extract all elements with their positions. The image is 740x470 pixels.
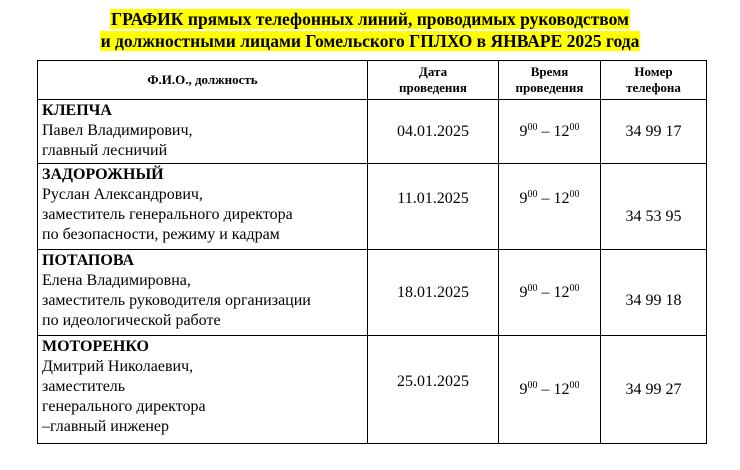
phone-cell: 34 99 27: [601, 336, 707, 444]
header-time: Время проведения: [499, 61, 601, 100]
person-detail: заместитель генерального директора: [42, 206, 293, 223]
date-cell: 04.01.2025: [368, 100, 499, 164]
person-surname: МОТОРЕНКО: [42, 338, 149, 355]
title-line-2: и должностными лицами Гомельского ГПЛХО в ЯНВАРЕ 2025 года: [100, 31, 640, 51]
time-cell: $9^{00} - 12^{00}$: [499, 100, 601, 164]
table-row: [38, 164, 707, 250]
header-name: Ф.И.О., должность: [38, 61, 368, 100]
person-detail: –главный инженер: [42, 418, 169, 435]
person-cell: [38, 336, 368, 444]
header-phone: Номер телефона: [601, 61, 707, 100]
person-detail: заместитель руководителя организации: [42, 292, 311, 309]
person-detail: главный лесничий: [42, 142, 168, 159]
person-cell: [38, 250, 368, 336]
table-header-row: [38, 61, 707, 100]
person-detail: Руслан Александрович,: [42, 186, 203, 203]
date-cell: 25.01.2025: [368, 336, 499, 444]
table-row: [38, 336, 707, 444]
schedule-table: [37, 60, 707, 444]
person-cell: [38, 100, 368, 164]
person-detail: генерального директора: [42, 398, 206, 415]
time-cell: $9^{00} - 12^{00}$: [499, 250, 601, 336]
phone-cell: 34 99 17: [601, 100, 707, 164]
time-cell: $9^{00} - 12^{00}$: [499, 336, 601, 444]
person-detail: Дмитрий Николаевич,: [42, 358, 194, 375]
date-cell: 11.01.2025: [368, 164, 499, 250]
person-detail: по безопасности, режиму и кадрам: [42, 226, 280, 243]
person-detail: Елена Владимировна,: [42, 272, 191, 289]
title-line-1: ГРАФИК прямых телефонных линий, проводимых руководством: [111, 9, 629, 29]
table-row: [38, 250, 707, 336]
person-surname: КЛЕПЧА: [42, 102, 112, 119]
date-cell: 18.01.2025: [368, 250, 499, 336]
person-detail: по идеологической работе: [42, 312, 221, 329]
page-title: [0, 8, 740, 52]
phone-cell: 34 99 18: [601, 250, 707, 336]
person-surname: ПОТАПОВА: [42, 252, 135, 269]
phone-cell: 34 53 95: [601, 164, 707, 250]
person-cell: [38, 164, 368, 250]
table-row: [38, 100, 707, 164]
time-cell: $9^{00} - 12^{00}$: [499, 164, 601, 250]
person-surname: ЗАДОРОЖНЫЙ: [42, 166, 164, 183]
person-detail: Павел Владимирович,: [42, 122, 193, 139]
person-detail: заместитель: [42, 378, 126, 395]
header-date: Дата проведения: [368, 61, 499, 100]
